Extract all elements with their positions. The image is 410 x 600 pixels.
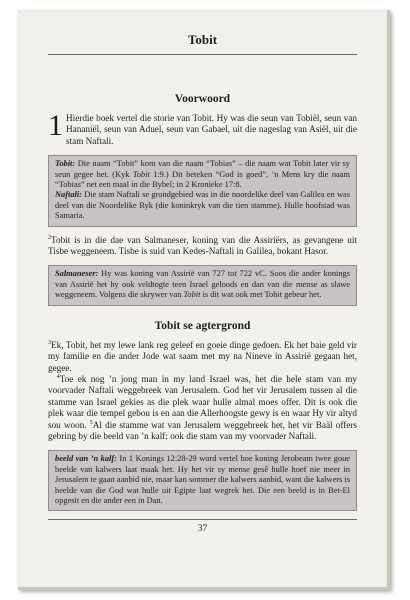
note-text: is dit wat ook met Tobit gebeur het. [200,290,322,300]
page-number: 37 [197,524,208,535]
note-text: Hy was koning van Assirië van 727 tot 722 vC. Soos die ander konings van Assirië het hy ook veldtogte teen Israel geloods en dan van die mense as slawe weggeneem. Volgens die skrywer van [55,269,350,300]
note-text: Die stam Naftali se grondgebied was in die noordelike deel van Galilea en was deel van die Noordelike Ryk (die koninkryk van die tien stamme). Hulle hoofstad was Samaria. [55,190,350,221]
note-box-tobit-naftali [48,155,357,226]
verse-3 [48,340,357,374]
verse-number: 4 [56,373,60,380]
note-term-tobit: Tobit: [55,159,76,169]
running-header-title: Tobit [187,32,218,47]
verse-2 [48,235,357,258]
verse-4-5 [48,374,357,442]
verse-number: 3 [48,339,51,346]
verse-text: Al die stamme wat van Jerusalem weggebreek het, het vir Baäl offers gebring by die beeld van ’n kalf; ook die stam van my voorvader Naftali. [48,419,357,441]
note-term-salmaneser: Salmaneser: [55,269,99,279]
verse-number: 2 [48,234,51,241]
drop-cap-chapter-number: 1 [48,109,63,142]
section-title-agtergrond: Tobit se agtergrond [154,319,251,332]
note-text: In 1 Konings 12:28-29 word vertel hoe koning Jerobeam twee goue beelde van kalwers laat maak het. Hy het vir sy mense gesê hulle hoef nie meer in Jerusalem te gaan aanbid nie, maar kan sommer die kalwers aanbid, want die kalwers is beelde van die God wat hulle uit Egipte laat wegrek het. Die een beeld is in Bet-El opgesit en die ander een in Dan. [55,454,350,505]
intro-text: Hierdie boek vertel die storie van Tobit. Hy was die seun van Tobiël, seun van Hananiël, seun van Aduel, seun van Gabael, uit die nageslag van Asiël, uit die stam Naftali. [66,113,357,146]
verse-number: 5 [89,419,93,426]
intro-paragraph [48,109,357,147]
section-title-voorwoord: Voorwoord [174,93,231,105]
note-ref: Tobit [132,169,150,179]
verse-text: Tobit is in die dae van Salmaneser, koning van die Assiriërs, as gevangene uit Tisbe weggeneem. Tisbe is suid van Kedes-Naftali in Galilea, bokant Hasor. [48,234,357,257]
note-term-kalf: beeld van ’n kalf: [55,454,117,464]
verse-text: Toe ek nog ’n jong man in my land Israel was, het die hele stam van my voorvader Naftali weggebreek van Jerusalem. God het vir Jerusalem tussen al die stamme van Israel gekies as die plek waar hulle almal moes offer. Dit is ook die plek waar die tempel gebou is en aan die Allerhoogste gewy is en waar Hy vir altyd sou woon. [48,373,357,430]
note-text: 1:9.) Dit beteken “God is goed”, ’n Mens kry die naam “Tobias” net een maal in die Bybel; in 2 Kronieke 17:8. [55,169,350,190]
book-page [18,10,390,590]
note-box-kalf [48,450,357,511]
verse-text: Ek, Tobit, het my lewe lank reg geleef en goeie dinge gedoen. Ek het baie geld vir my familie en die ander Jode wat saam met my na Nineve in Assirië gegaan het, gegee. [48,339,357,373]
note-box-salmaneser [48,265,357,305]
footer-rule [48,519,357,520]
note-text: Die naam “Tobit” kom van die naam “Tobias” – die naam wat Tobit later vir sy seun gegee het. (Kyk [55,159,350,179]
note-ref: Tobit [183,290,201,300]
header-rule [48,54,357,55]
note-term-naftali: Naftali: [55,190,82,200]
